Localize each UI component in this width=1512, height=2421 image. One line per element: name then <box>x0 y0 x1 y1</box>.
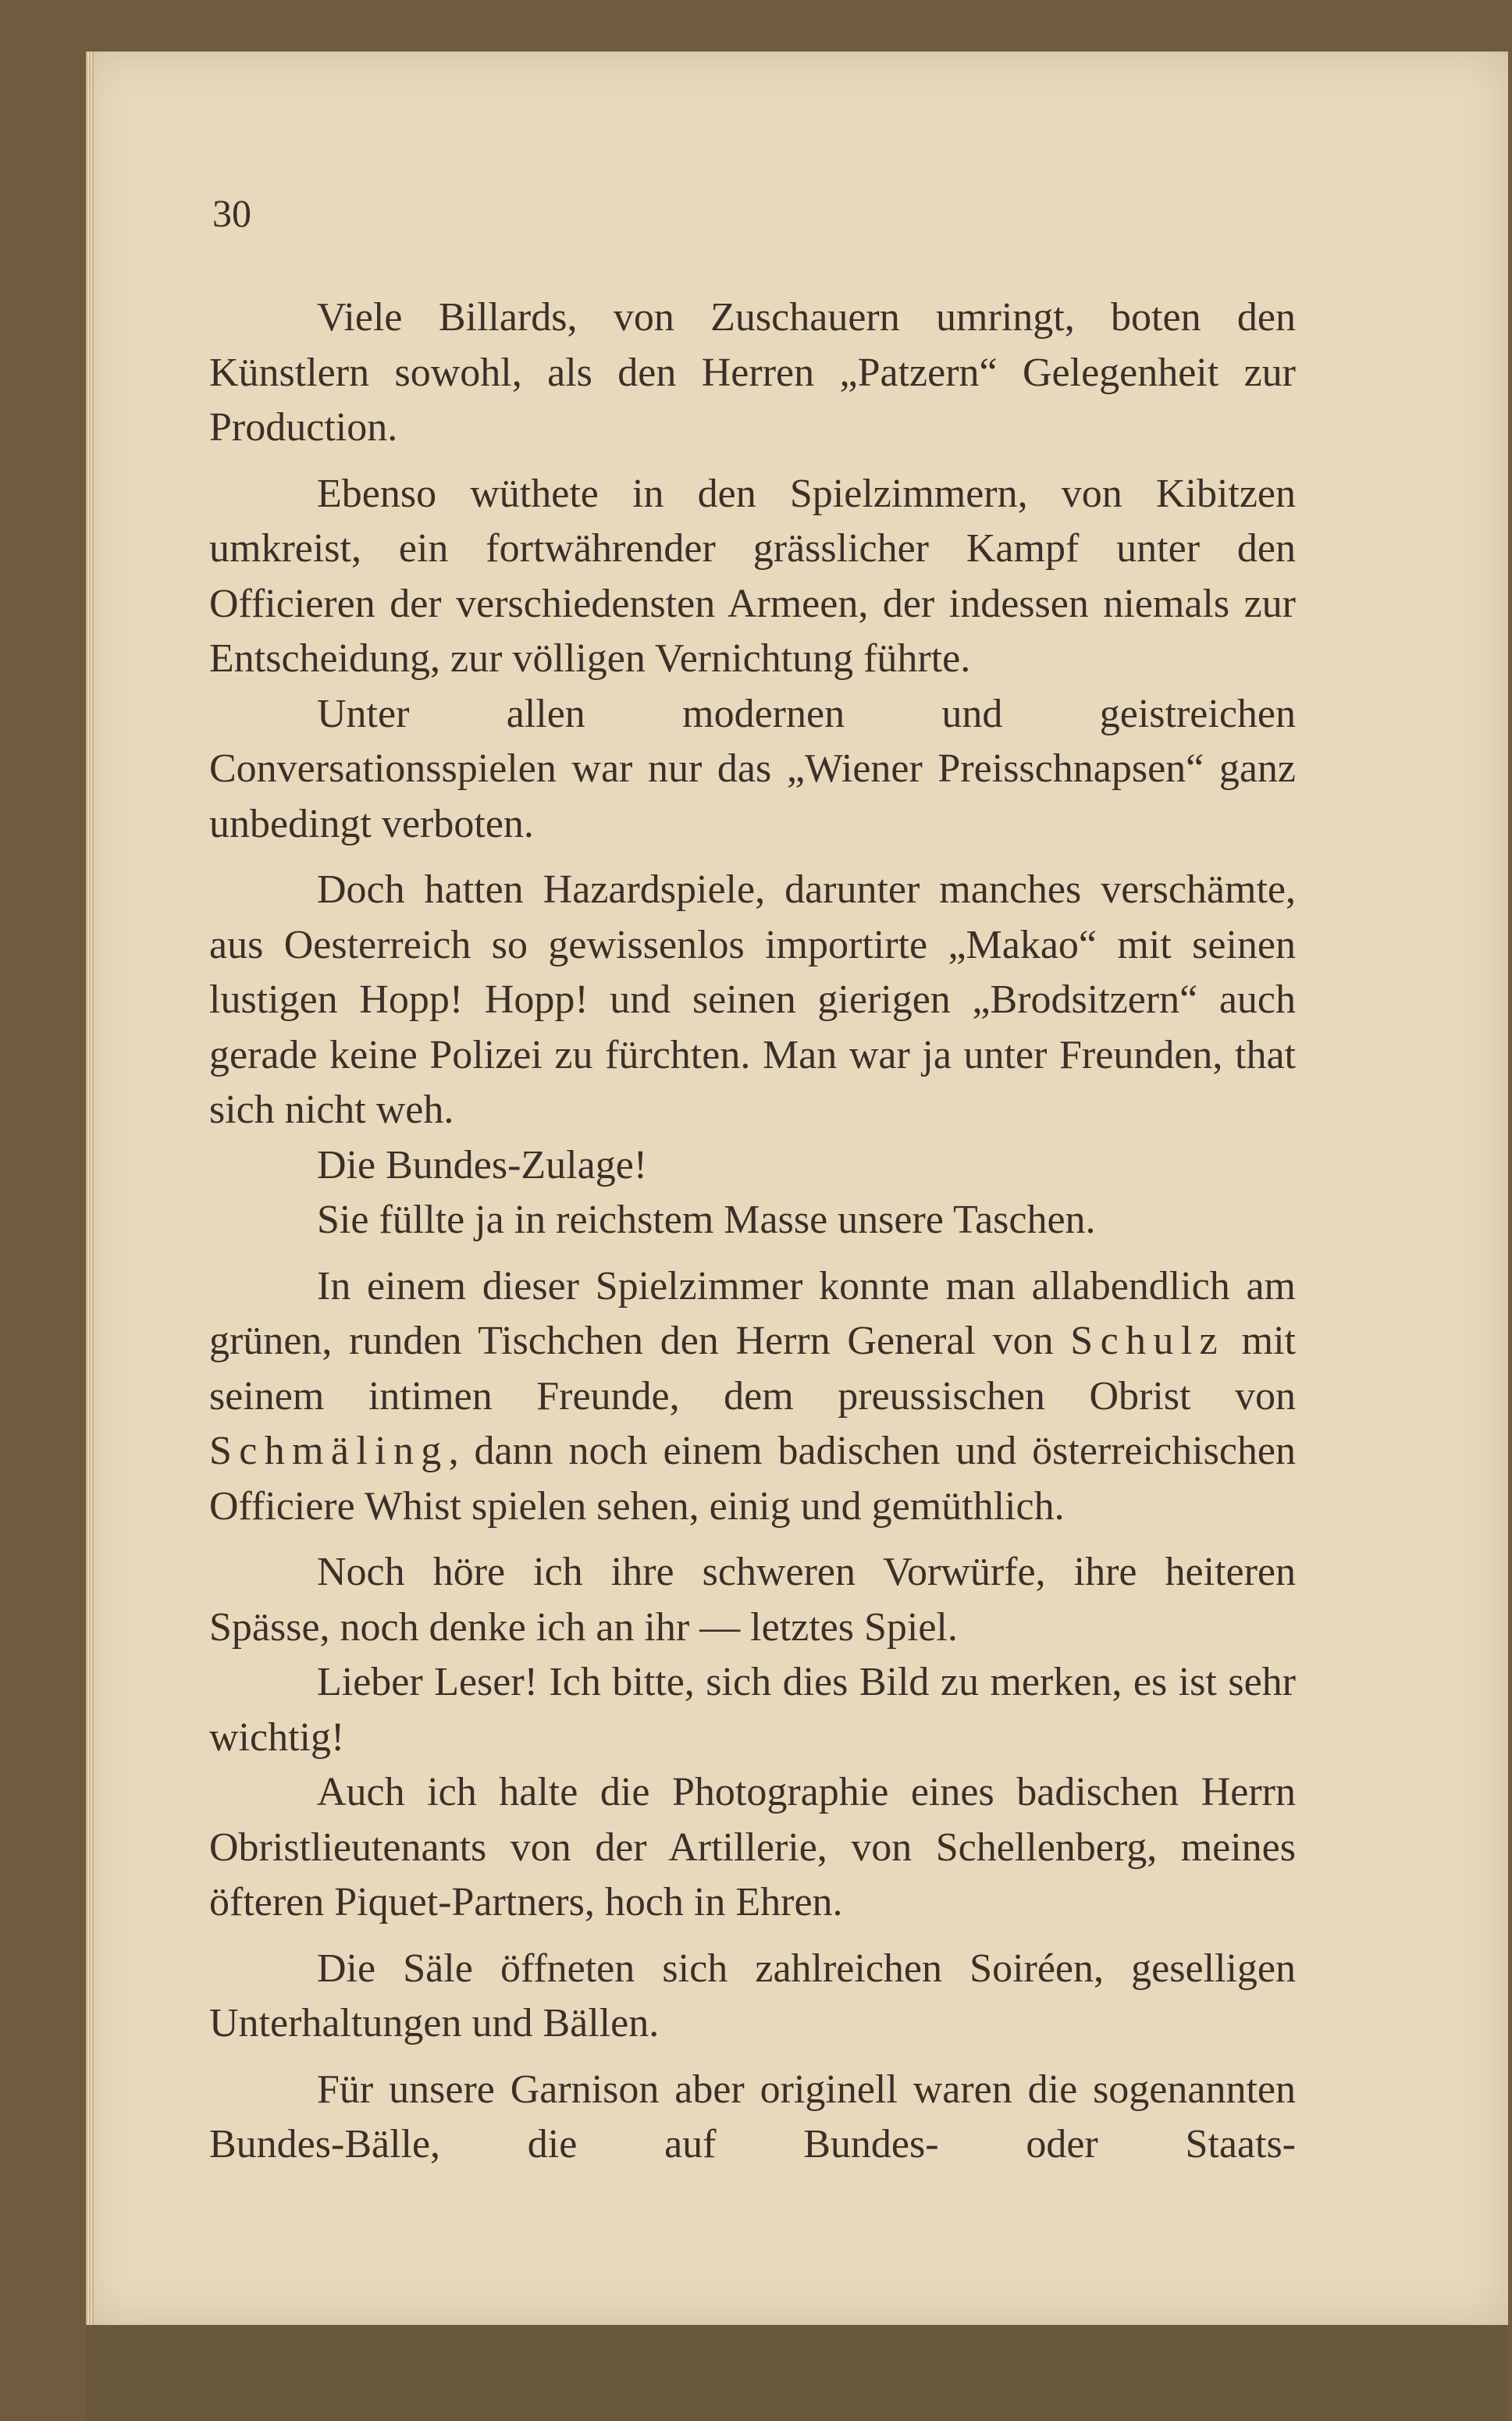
paragraph: Die Säle öffneten sich zahlreichen Soiréen, geselligen Unterhaltungen und Bällen. <box>209 1946 1296 2045</box>
paragraph: Noch höre ich ihre schweren Vorwürfe, ihre heiteren Spässe, noch denke ich an ihr — letztes Spiel. <box>209 1550 1296 1650</box>
paragraph-text: In einem dieser Spielzimmer konnte man allabendlich am grünen, runden Tischchen den Herrn General von <box>209 1263 1296 1363</box>
paragraph: Viele Billards, von Zuschauern umringt, boten den Künstlern sowohl, als den Herren „Patzern“ Gelegenheit zur Production. <box>209 295 1296 450</box>
spaced-name: Schulz <box>1070 1319 1225 1363</box>
paragraph: Doch hatten Hazardspiele, darunter manches verschämte, aus Oesterreich so gewissenlos importirte „Makao“ mit seinen lustigen Hopp! Hopp! und seinen gierigen „Brodsitzern“ auch gerade keine Polizei zu fürchten. Man war ja unter Freunden, that sich nicht weh. <box>209 867 1296 1132</box>
paragraph: Auch ich halte die Photographie eines badischen Herrn Obristlieutenants von der Artillerie, von Schellenberg, meines öfteren Piquet-Partners, hoch in Ehren. <box>209 1770 1296 1924</box>
paragraph: Sie füllte ja in reichstem Masse unsere Taschen. <box>317 1198 1096 1242</box>
paragraph: Die Bundes-Zulage! <box>317 1142 648 1187</box>
paragraph-text: mit seinem intimen Freunde, dem preussischen Obrist von <box>209 1319 1296 1419</box>
paragraph: Für unsere Garnison aber originell waren die sogenannten Bundes-Bälle, die auf Bundes- oder Staats- <box>209 2067 1296 2166</box>
paragraph <box>209 1259 1296 1535</box>
body-text <box>209 290 1296 2173</box>
paragraph: Lieber Leser! Ich bitte, sich dies Bild zu merken, es ist sehr wichtig! <box>209 1660 1296 1760</box>
spaced-name: Schmäling <box>209 1429 449 1473</box>
paragraph: Ebenso wüthete in den Spielzimmern, von Kibitzen umkreist, ein fortwährender grässlicher Kampf unter den Officieren der verschiedensten Armeen, der indessen niemals zur Entscheidung, zur völligen Vernichtung führte. <box>209 471 1296 681</box>
page-binding-edge <box>86 52 94 2325</box>
paragraph-text: , dann noch einem badischen und österreichischen Officiere Whist spielen sehen, einig und gemüthlich. <box>209 1429 1296 1529</box>
page-number: 30 <box>212 191 251 235</box>
paragraph: Unter allen modernen und geistreichen Conversationsspielen war nur das „Wiener Preisschnapsen“ ganz unbedingt verboten. <box>209 691 1296 846</box>
scan-background-bottom <box>86 2325 1508 2421</box>
